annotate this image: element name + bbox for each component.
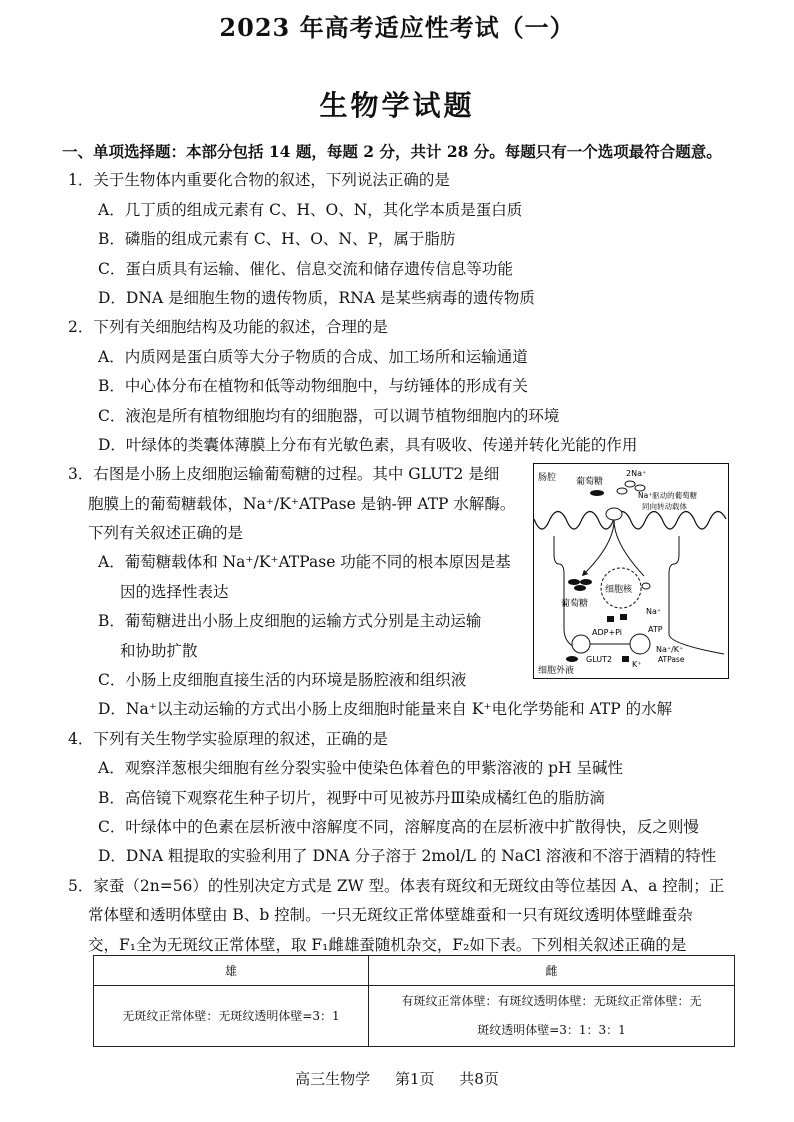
q3-option-c: C．小肠上皮细胞直接生活的内环境是肠腔液和组织液: [98, 671, 467, 690]
q2-option-c: C．液泡是所有植物细胞均有的细胞器，可以调节植物细胞内的环境: [98, 406, 560, 425]
q4-option-c: C．叶绿体中的色素在层析液中溶解度不同，溶解度高的在层析液中扩散得快，反之则慢: [98, 817, 699, 836]
label-na-k: Na⁺/K⁺: [656, 645, 684, 654]
f2-results-table: [93, 955, 735, 1047]
footer-subject: 高三生物学: [295, 1070, 371, 1088]
exam-title: 2023 年高考适应性考试（一）: [219, 13, 575, 42]
q4-option-b: B．高倍镜下观察花生种子切片，视野中可见被苏丹Ⅲ染成橘红色的脂肪滴: [98, 788, 605, 807]
female-ratio-line-2: 斑纹透明体壁=3：1：3：1: [477, 1023, 626, 1037]
label-atp: ATP: [648, 625, 663, 634]
footer-total: 共8页: [459, 1070, 499, 1088]
q3-option-b: B．葡萄糖进出小肠上皮细胞的运输方式分别是主动运输: [98, 612, 482, 631]
label-glucose-inside: 葡萄糖: [561, 599, 589, 609]
section-header: 一、单项选择题：本部分包括 14 题，每题 2 分，共计 28 分。每题只有一个选项最符合题意。: [62, 142, 722, 161]
question-5-stem-3: 交，F₁全为无斑纹正常体壁，取 F₁雌雄蚕随机杂交，F₂如下表。下列相关叙述正确的是: [88, 935, 687, 954]
label-nucleus: 细胞核: [605, 585, 633, 595]
header-female: 雌: [369, 956, 735, 986]
label-cotransporter-2: 同向转动载体: [642, 502, 687, 511]
label-k: K⁺: [632, 660, 642, 669]
label-2na: 2Na⁺: [626, 469, 647, 478]
label-glucose-top: 葡萄糖: [576, 477, 604, 487]
label-extracellular-fluid: 细胞外液: [538, 666, 575, 676]
q1-option-a: A．几丁质的组成元素有 C、H、O、N，其化学本质是蛋白质: [98, 200, 523, 219]
q1-option-c: C．蛋白质具有运输、催化、信息交流和储存遗传信息等功能: [98, 259, 513, 278]
label-atpase: ATPase: [658, 655, 685, 664]
q3-option-d: D．Na⁺以主动运输的方式出小肠上皮细胞时能量来自 K⁺电化学势能和 ATP 的水解: [98, 700, 673, 719]
q4-option-a: A．观察洋葱根尖细胞有丝分裂实验中使染色体着色的甲紫溶液的 pH 呈碱性: [98, 759, 623, 778]
female-ratio: [369, 986, 735, 1047]
q4-option-d: D．DNA 粗提取的实验利用了 DNA 分子溶于 2mol/L 的 NaCl 溶液和不溶于酒精的特性: [98, 847, 717, 866]
question-2-stem: 2．下列有关细胞结构及功能的叙述，合理的是: [68, 318, 388, 337]
q2-option-a: A．内质网是蛋白质等大分子物质的合成、加工场所和运输通道: [98, 347, 528, 366]
q1-option-d: D．DNA 是细胞生物的遗传物质，RNA 是某些病毒的遗传物质: [98, 288, 535, 307]
q2-option-d: D．叶绿体的类囊体薄膜上分布有光敏色素，具有吸收、传递并转化光能的作用: [98, 435, 638, 454]
q2-option-b: B．中心体分布在植物和低等动物细胞中，与纺锤体的形成有关: [98, 377, 528, 396]
label-adp-pi: ADP+Pi: [592, 628, 623, 637]
question-5-stem: 5．家蚕（2n=56）的性别决定方式是 ZW 型。体表有斑纹和无斑纹由等位基因 A、a 控制；正: [68, 876, 725, 895]
question-5-stem-2: 常体壁和透明体壁由 B、b 控制。一只无斑纹正常体壁雄蚕和一只有斑纹透明体壁雌蚕杂: [88, 906, 693, 925]
question-3-stem-2: 胞膜上的葡萄糖载体，Na⁺/K⁺ATPase 是钠-钾 ATP 水解酶。: [88, 494, 516, 513]
q3-option-a: A．葡萄糖载体和 Na⁺/K⁺ATPase 功能不同的根本原因是基: [98, 553, 511, 572]
q1-option-b: B．磷脂的组成元素有 C、H、O、N、P，属于脂肪: [98, 230, 456, 249]
q3-option-b-cont: 和协助扩散: [120, 641, 198, 660]
footer-page: 第1页: [394, 1070, 435, 1088]
page-footer: [0, 1068, 794, 1089]
female-ratio-line-1: 有斑纹正常体壁：有斑纹透明体壁：无斑纹正常体壁：无: [401, 994, 702, 1008]
exam-subtitle: 生物学试题: [319, 89, 475, 122]
label-glut2: GLUT2: [586, 655, 613, 664]
label-na: Na⁺: [646, 607, 662, 616]
glucose-transport-diagram: [533, 463, 729, 679]
header-male: 雄: [94, 956, 369, 986]
q3-option-a-cont: 因的选择性表达: [120, 582, 229, 601]
question-3-stem-3: 下列有关叙述正确的是: [88, 524, 244, 543]
question-1-stem: 1．关于生物体内重要化合物的叙述，下列说法正确的是: [68, 171, 450, 190]
question-4-stem: 4．下列有关生物学实验原理的叙述，正确的是: [68, 729, 388, 748]
label-lumen: 肠腔: [538, 473, 557, 483]
male-ratio: 无斑纹正常体壁：无斑纹透明体壁=3：1: [94, 986, 369, 1047]
question-3-stem: 3．右图是小肠上皮细胞运输葡萄糖的过程。其中 GLUT2 是细: [68, 465, 500, 484]
label-cotransporter: Na⁺驱动的葡萄糖: [638, 491, 698, 500]
